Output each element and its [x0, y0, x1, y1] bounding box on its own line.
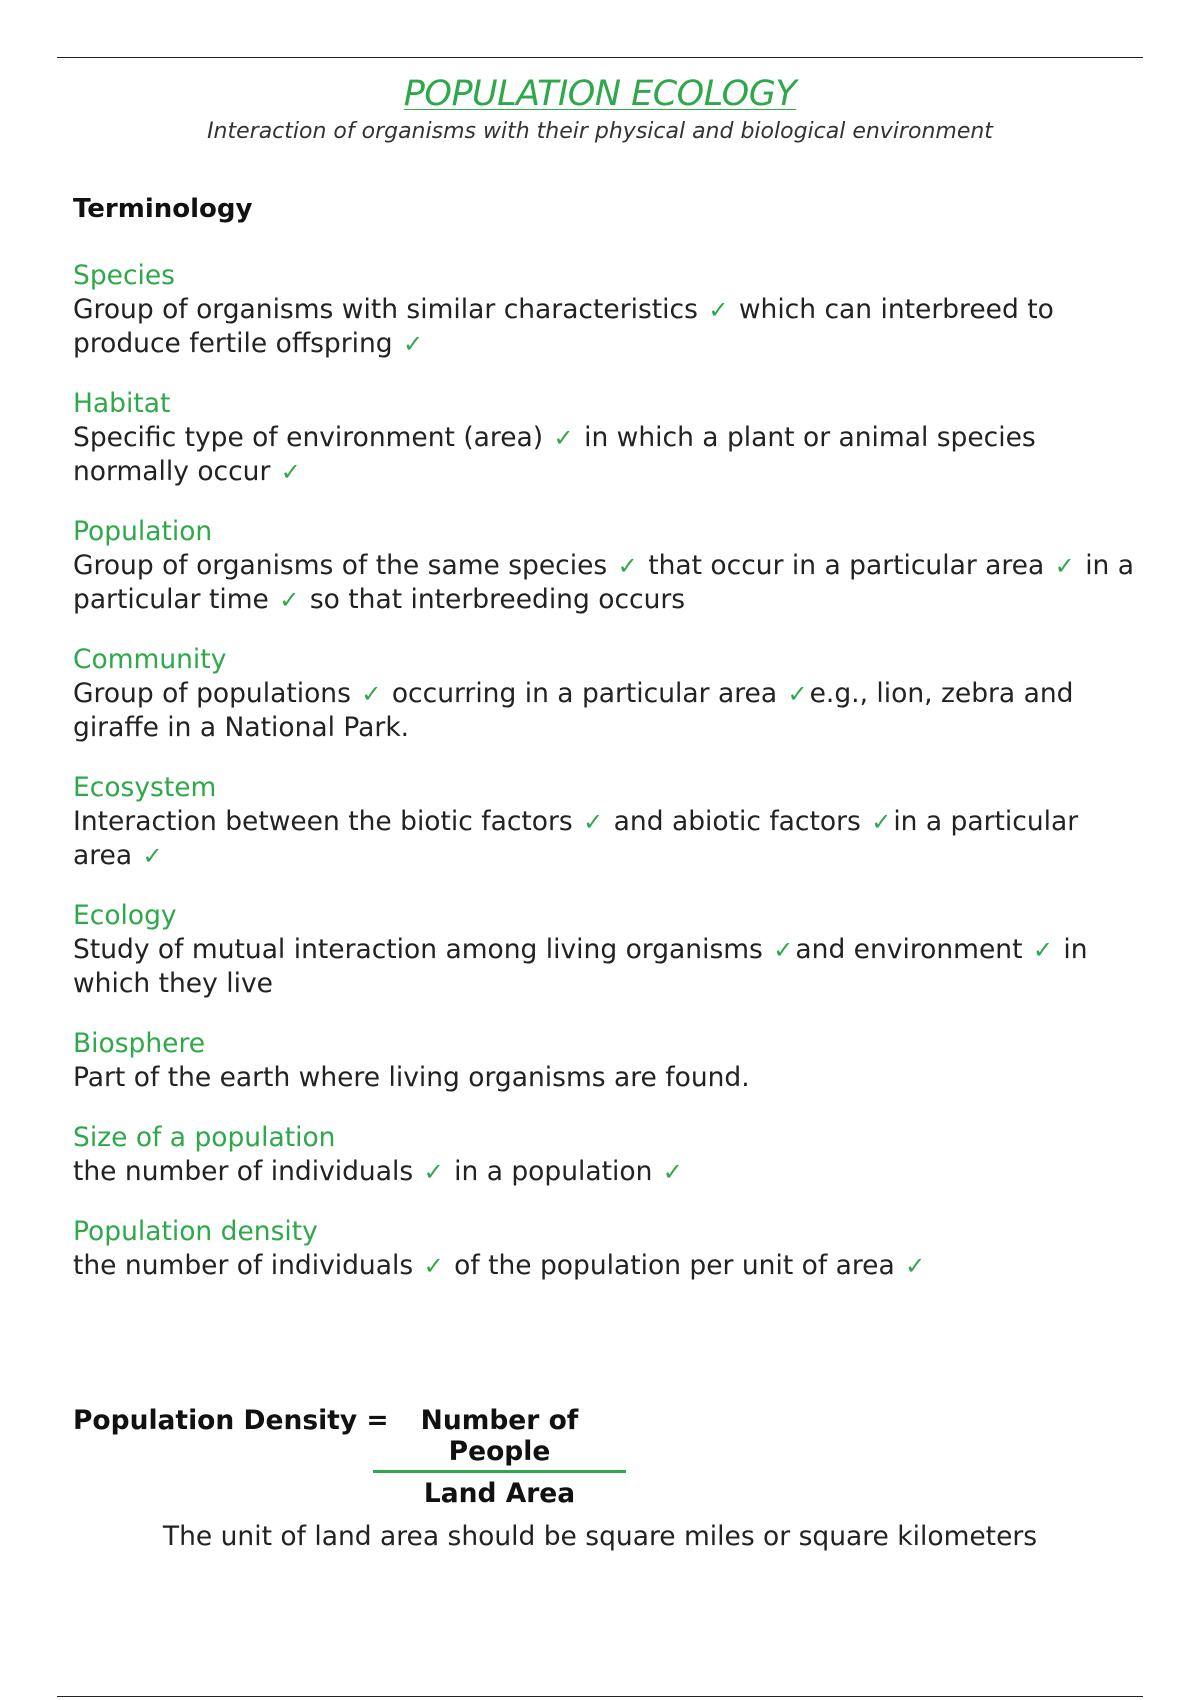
check-mark-icon: ✓	[662, 1158, 683, 1186]
definition-text: Interaction between the biotic factors	[73, 806, 582, 837]
check-mark-icon: ✓	[280, 458, 301, 486]
term-entry	[73, 387, 1138, 489]
definition-text: in a particular area	[73, 806, 1079, 871]
check-mark-icon: ✓	[1032, 936, 1053, 964]
term-definition	[73, 549, 1138, 617]
check-mark-icon: ✓	[361, 680, 382, 708]
definition-text: that occur in a particular area	[639, 550, 1053, 581]
check-mark-icon: ✓	[553, 424, 574, 452]
term-name: Species	[73, 260, 175, 291]
check-mark-icon: ✓	[905, 1252, 926, 1280]
term-definition	[73, 1155, 1138, 1189]
term-definition	[73, 293, 1138, 361]
check-mark-icon: ✓	[279, 586, 300, 614]
formula-numerator: Number of People	[420, 1405, 579, 1467]
check-mark-icon: ✓	[617, 552, 638, 580]
definition-text: Group of populations	[73, 678, 360, 709]
term-definition	[73, 421, 1138, 489]
check-mark-icon: ✓	[403, 330, 424, 358]
page-title: POPULATION ECOLOGY	[403, 74, 797, 114]
term-name: Ecology	[73, 900, 177, 931]
term-definition	[73, 1061, 1138, 1095]
term-definition	[73, 805, 1138, 873]
unit-note: The unit of land area should be square miles or square kilometers	[162, 1521, 1038, 1552]
term-name: Size of a population	[73, 1122, 336, 1153]
term-entry	[73, 771, 1138, 873]
check-mark-icon: ✓	[142, 842, 163, 870]
top-rule	[57, 57, 1143, 58]
check-mark-icon: ✓	[423, 1252, 444, 1280]
check-mark-icon: ✓	[708, 296, 729, 324]
term-entry	[73, 899, 1138, 1001]
definition-text: and environment	[795, 934, 1031, 965]
definition-text: which can interbreed to produce fertile offspring	[73, 294, 1054, 359]
term-entry	[73, 1121, 1138, 1189]
term-name: Population	[73, 516, 213, 547]
definition-text: e.g., lion, zebra and giraffe in a National Park.	[73, 678, 1074, 743]
definition-text: and abiotic factors	[605, 806, 870, 837]
definition-text: Part of the earth where living organisms are found.	[73, 1062, 750, 1093]
formula-fraction	[373, 1405, 626, 1509]
definition-text: in a population	[445, 1156, 661, 1187]
check-mark-icon: ✓	[871, 808, 892, 836]
definition-text: Group of organisms of the same species	[73, 550, 616, 581]
definition-text: Group of organisms with similar characteristics	[73, 294, 707, 325]
term-entry	[73, 643, 1138, 745]
check-mark-icon: ✓	[423, 1158, 444, 1186]
term-name: Ecosystem	[73, 772, 217, 803]
term-entry	[73, 259, 1138, 361]
definition-text: the number of individuals	[73, 1156, 422, 1187]
term-definition	[73, 1249, 1138, 1283]
page-subtitle: Interaction of organisms with their physical and biological environment	[207, 119, 993, 144]
definition-text: in which they live	[73, 934, 1088, 999]
definition-text: in which a plant or animal species normally occur	[73, 422, 1036, 487]
check-mark-icon: ✓	[583, 808, 604, 836]
term-entry	[73, 1027, 1138, 1095]
definition-text: of the population per unit of area	[445, 1250, 904, 1281]
bottom-rule	[57, 1696, 1143, 1697]
term-definition	[73, 677, 1138, 745]
term-name: Habitat	[73, 388, 171, 419]
definition-text: in a particular time	[73, 550, 1135, 615]
fraction-bar	[373, 1470, 626, 1473]
terminology-list	[73, 259, 1138, 1309]
definition-text: occurring in a particular area	[383, 678, 786, 709]
term-name: Population density	[73, 1216, 318, 1247]
section-heading: Terminology	[73, 194, 253, 224]
check-mark-icon: ✓	[773, 936, 794, 964]
population-density-formula	[73, 1405, 673, 1509]
term-entry	[73, 515, 1138, 617]
definition-text: Study of mutual interaction among living organisms	[73, 934, 772, 965]
check-mark-icon: ✓	[787, 680, 808, 708]
formula-label: Population Density =	[73, 1405, 389, 1436]
definition-text: Specific type of environment (area)	[73, 422, 552, 453]
definition-text: the number of individuals	[73, 1250, 422, 1281]
term-entry	[73, 1215, 1138, 1283]
check-mark-icon: ✓	[1054, 552, 1075, 580]
definition-text: so that interbreeding occurs	[301, 584, 686, 615]
term-name: Biosphere	[73, 1028, 206, 1059]
term-name: Community	[73, 644, 227, 675]
formula-denominator: Land Area	[423, 1477, 576, 1509]
term-definition	[73, 933, 1138, 1001]
